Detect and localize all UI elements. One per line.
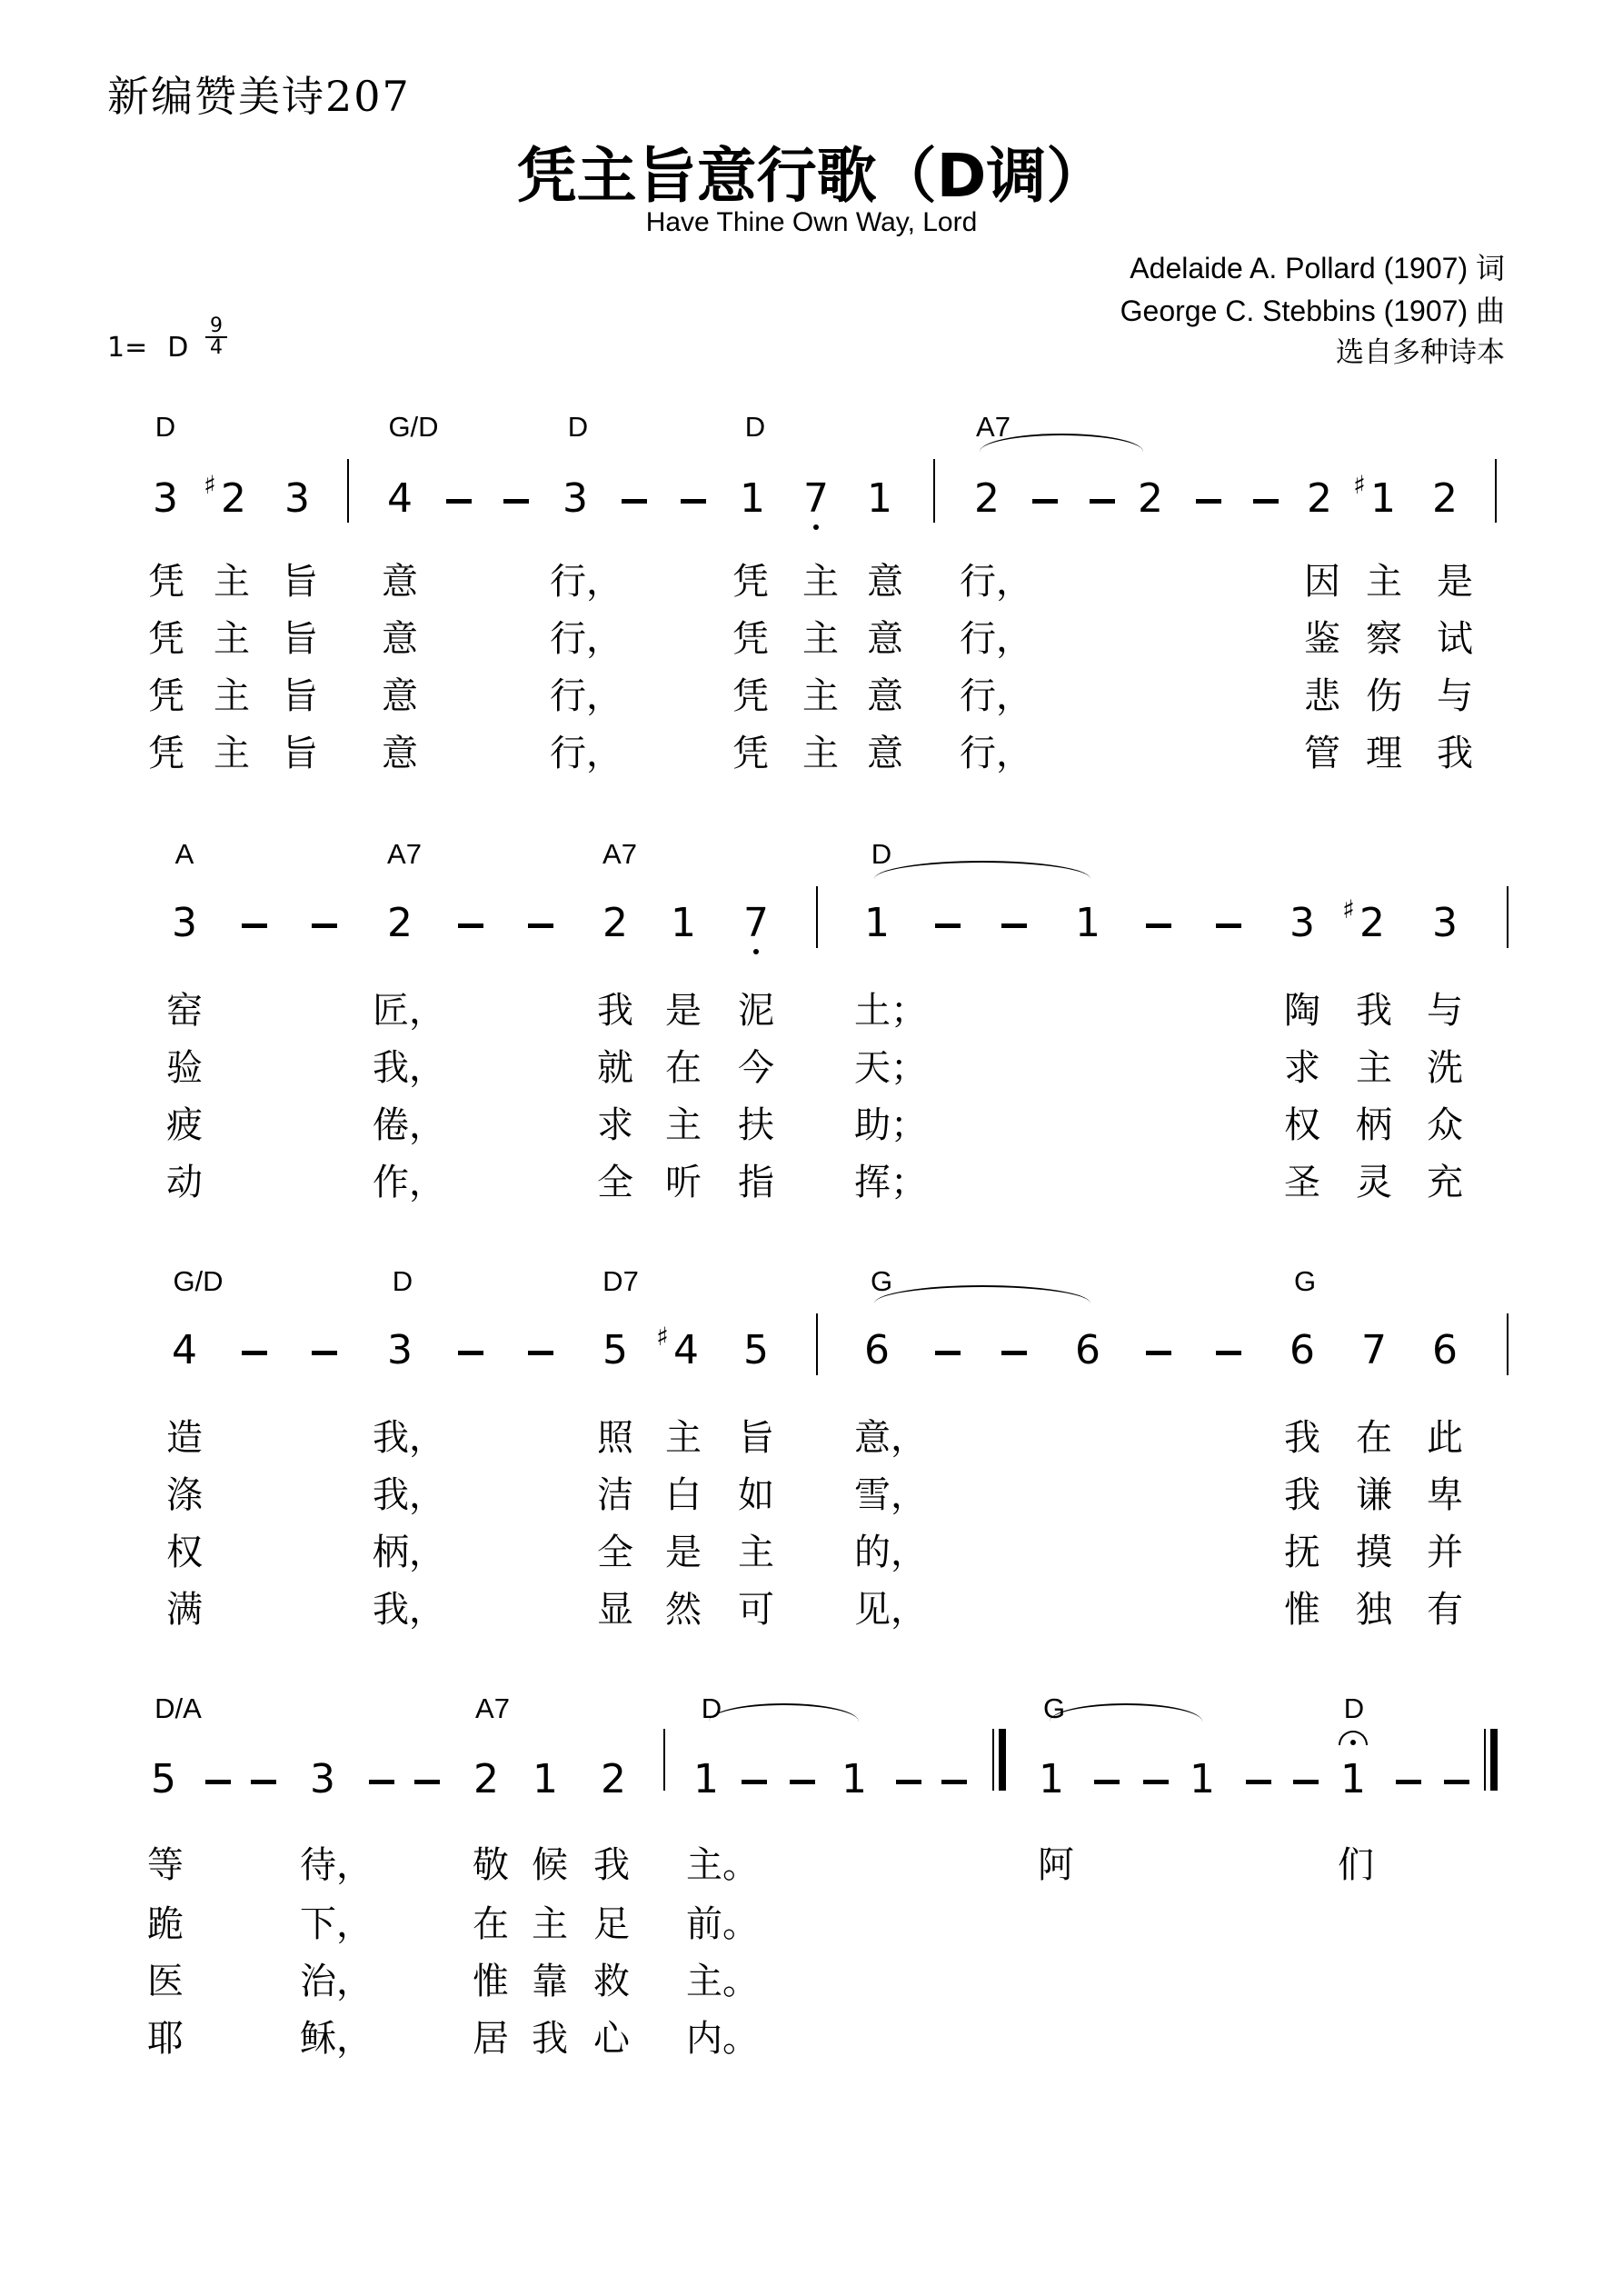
tie-slur	[874, 861, 1090, 879]
lyric-syllable: 主	[214, 733, 250, 774]
duration-dash	[622, 499, 647, 504]
lyric-syllable: 行，	[550, 733, 622, 774]
lyric-syllable: 全	[597, 1162, 633, 1203]
chord-label: G/D	[173, 1265, 224, 1297]
lyric-syllable: 凭	[148, 675, 184, 717]
note-digit: 3	[1289, 900, 1315, 946]
lyric-syllable: 权	[1284, 1104, 1320, 1146]
lyric-syllable: 行，	[550, 675, 622, 717]
lyric-syllable: 心	[593, 2018, 630, 2060]
note-digit: 1	[1039, 1756, 1064, 1802]
note-digit: 3	[172, 900, 197, 946]
lyric-syllable: 意	[867, 618, 903, 660]
chord-label: D	[567, 411, 589, 443]
lyric-syllable: 意	[382, 675, 418, 717]
lyric-syllable: 行，	[960, 733, 1032, 774]
lyric-syllable: 凭	[148, 618, 184, 660]
note-digit: 2	[473, 1756, 499, 1802]
lyric-syllable: 凭	[732, 733, 769, 774]
lyric-syllable: 意	[382, 618, 418, 660]
note-digit: 5	[602, 1327, 628, 1373]
note-digit: 4	[172, 1327, 197, 1373]
lyric-syllable: 凭	[732, 561, 769, 603]
lyric-syllable: 主	[802, 618, 839, 660]
source-credit: 选自多种诗本	[1336, 336, 1505, 369]
duration-dash	[503, 499, 529, 504]
lyric-syllable: 主	[532, 1903, 568, 1945]
note-digit: 2	[974, 475, 1000, 522]
duration-dash	[312, 923, 337, 928]
lyric-syllable: 我，	[373, 1589, 445, 1631]
duration-dash	[528, 1351, 553, 1355]
lyric-syllable: 悲	[1304, 675, 1340, 717]
sharp-icon: ♯	[204, 470, 216, 500]
note-digit: 3	[284, 475, 310, 522]
lyric-syllable: 敬	[473, 1844, 509, 1886]
lyric-syllable: 窑	[166, 990, 203, 1032]
lyric-syllable: 前。	[686, 1903, 759, 1945]
chord-label: G	[1293, 1265, 1317, 1297]
lyric-syllable: 疲	[166, 1104, 203, 1146]
lyric-syllable: 我	[1284, 1417, 1320, 1459]
note-digit: 1	[864, 900, 890, 946]
duration-dash	[941, 1780, 967, 1784]
note-digit: 1	[671, 900, 696, 946]
chord-label: A7	[976, 411, 1011, 443]
lyric-syllable: 候	[532, 1844, 568, 1886]
note-digit: 2	[1307, 475, 1332, 522]
note-digit: 1	[1370, 475, 1396, 522]
note-digit: 3	[563, 475, 588, 522]
duration-dash	[528, 923, 553, 928]
lyric-syllable: 理	[1366, 733, 1402, 774]
lyricist-credit: Adelaide A. Pollard (1907) 词	[1130, 252, 1505, 285]
duration-dash	[1146, 923, 1171, 928]
duration-dash	[1253, 499, 1279, 504]
lyric-syllable: 抚	[1284, 1532, 1320, 1573]
chord-label: D/A	[154, 1692, 202, 1724]
english-subtitle: Have Thine Own Way, Lord	[645, 207, 978, 237]
lyric-syllable: 治，	[300, 1961, 373, 2002]
lyric-syllable: 我	[1356, 990, 1392, 1032]
sharp-icon: ♯	[656, 1322, 669, 1352]
lyric-syllable: 主	[214, 561, 250, 603]
note-digit: 4	[387, 475, 413, 522]
note-digit: 7	[743, 900, 769, 946]
note-digit: 2	[602, 900, 628, 946]
lyric-syllable: 在	[473, 1903, 509, 1945]
lyric-syllable: 凭	[148, 733, 184, 774]
lyric-syllable: 主	[665, 1417, 702, 1459]
duration-dash	[1293, 1780, 1319, 1784]
double-barline-thick	[999, 1729, 1006, 1791]
lyric-syllable: 意	[382, 733, 418, 774]
lyric-syllable: 天；	[854, 1047, 927, 1089]
fermata-dot	[1350, 1740, 1356, 1745]
duration-dash	[414, 1780, 440, 1784]
lyric-syllable: 动	[166, 1162, 203, 1203]
duration-dash	[1246, 1780, 1271, 1784]
lyric-syllable: 足	[593, 1903, 630, 1945]
lyric-syllable: 主	[802, 733, 839, 774]
duration-dash	[1444, 1780, 1469, 1784]
duration-dash	[458, 1351, 483, 1355]
lyric-syllable: 就	[597, 1047, 633, 1089]
chord-label: D	[701, 1692, 722, 1724]
note-digit: 3	[310, 1756, 335, 1802]
time-signature-top: 9	[205, 316, 227, 338]
lyric-syllable: 管	[1304, 733, 1340, 774]
lyric-syllable: 并	[1427, 1532, 1463, 1573]
lyric-syllable: 内。	[686, 2018, 759, 2060]
lyric-syllable: 旨	[282, 561, 318, 603]
tie-slur	[874, 1285, 1090, 1303]
lyric-syllable: 意	[867, 675, 903, 717]
duration-dash	[446, 499, 472, 504]
lyric-syllable: 主。	[686, 1961, 759, 2002]
note-digit: 7	[803, 475, 829, 522]
lyric-syllable: 旨	[282, 675, 318, 717]
duration-dash	[1196, 499, 1221, 504]
lyric-syllable: 然	[665, 1589, 702, 1631]
note-digit: 1	[1190, 1756, 1215, 1802]
chord-label: G/D	[388, 411, 439, 443]
double-barline-thick	[1490, 1729, 1498, 1791]
lyric-syllable: 旨	[738, 1417, 774, 1459]
lyric-syllable: 此	[1427, 1417, 1463, 1459]
lyric-syllable: 主。	[686, 1844, 759, 1886]
duration-dash	[1001, 1351, 1027, 1355]
note-digit: 2	[1138, 475, 1163, 522]
note-digit: 1	[740, 475, 765, 522]
lyric-syllable: 在	[665, 1047, 702, 1089]
lyric-syllable: 旨	[282, 733, 318, 774]
note-digit: 2	[601, 1756, 626, 1802]
chord-label: D	[744, 411, 766, 443]
duration-dash	[1032, 499, 1058, 504]
lyric-syllable: 意	[382, 561, 418, 603]
note-digit: 6	[1289, 1327, 1315, 1373]
lyric-syllable: 充	[1427, 1162, 1463, 1203]
hymnal-number: 新编赞美诗207	[107, 72, 411, 121]
lyric-syllable: 主	[1356, 1047, 1392, 1089]
lyric-syllable: 意	[867, 561, 903, 603]
duration-dash	[1216, 923, 1241, 928]
lower-octave-dot	[753, 949, 759, 954]
note-digit: 3	[387, 1327, 413, 1373]
lyric-syllable: 们	[1338, 1844, 1374, 1886]
lyric-syllable: 行，	[960, 618, 1032, 660]
barline	[816, 886, 818, 948]
lyric-syllable: 有	[1427, 1589, 1463, 1631]
chord-label: D	[1343, 1692, 1365, 1724]
note-digit: 2	[387, 900, 413, 946]
note-digit: 1	[867, 475, 892, 522]
lyric-syllable: 我	[1284, 1474, 1320, 1516]
barline	[1507, 886, 1508, 948]
duration-dash	[935, 1351, 961, 1355]
chord-label: D7	[602, 1265, 639, 1297]
lyric-syllable: 谦	[1356, 1474, 1392, 1516]
barline	[347, 459, 349, 523]
lyric-syllable: 求	[1284, 1047, 1320, 1089]
barline	[816, 1313, 818, 1375]
lyric-syllable: 洁	[597, 1474, 633, 1516]
lyric-syllable: 灵	[1356, 1162, 1392, 1203]
note-digit: 6	[864, 1327, 890, 1373]
chord-label: D	[154, 411, 176, 443]
duration-dash	[681, 499, 706, 504]
lyric-syllable: 满	[166, 1589, 203, 1631]
composer-credit: George C. Stebbins (1907) 曲	[1120, 294, 1505, 327]
lyric-syllable: 权	[166, 1532, 203, 1573]
lyric-syllable: 主	[665, 1104, 702, 1146]
lyric-syllable: 挥；	[854, 1162, 927, 1203]
duration-dash	[896, 1780, 921, 1784]
lyric-syllable: 行，	[960, 561, 1032, 603]
duration-dash	[790, 1780, 815, 1784]
lyric-syllable: 的，	[854, 1532, 927, 1573]
duration-dash	[242, 923, 267, 928]
chord-label: A	[174, 838, 194, 870]
lyric-syllable: 跪	[147, 1903, 184, 1945]
lyric-syllable: 行，	[960, 675, 1032, 717]
lyric-syllable: 倦，	[373, 1104, 445, 1146]
lyric-syllable: 救	[593, 1961, 630, 2002]
lyric-syllable: 圣	[1284, 1162, 1320, 1203]
lyric-syllable: 照	[597, 1417, 633, 1459]
chord-label: G	[870, 1265, 893, 1297]
lyric-syllable: 主	[214, 618, 250, 660]
lyric-syllable: 验	[166, 1047, 203, 1089]
note-digit: 3	[153, 475, 178, 522]
tie-slur	[1050, 1703, 1202, 1722]
lyric-syllable: 意	[867, 733, 903, 774]
note-digit: 6	[1432, 1327, 1458, 1373]
barline	[933, 459, 935, 523]
lyric-syllable: 下，	[300, 1903, 373, 1945]
lyric-syllable: 是	[665, 990, 702, 1032]
duration-dash	[1216, 1351, 1241, 1355]
lyric-syllable: 雪，	[854, 1474, 927, 1516]
lyric-syllable: 靠	[532, 1961, 568, 2002]
lyric-syllable: 主	[802, 675, 839, 717]
lyric-syllable: 显	[597, 1589, 633, 1631]
lyric-syllable: 主	[1366, 561, 1402, 603]
note-digit: 7	[1361, 1327, 1387, 1373]
lyric-syllable: 土；	[854, 990, 927, 1032]
note-digit: 5	[743, 1327, 769, 1373]
lyric-syllable: 凭	[732, 618, 769, 660]
duration-dash	[742, 1780, 767, 1784]
duration-dash	[205, 1780, 231, 1784]
lyric-syllable: 主	[802, 561, 839, 603]
lyric-syllable: 我，	[373, 1047, 445, 1089]
lower-octave-dot	[813, 524, 819, 530]
lyric-syllable: 我，	[373, 1474, 445, 1516]
lyric-syllable: 在	[1356, 1417, 1392, 1459]
lyric-syllable: 求	[597, 1104, 633, 1146]
lyric-syllable: 涤	[166, 1474, 203, 1516]
lyric-syllable: 伤	[1366, 675, 1402, 717]
duration-dash	[1094, 1780, 1120, 1784]
duration-dash	[242, 1351, 267, 1355]
key-prefix: 1=	[107, 332, 148, 364]
lyric-syllable: 陶	[1284, 990, 1320, 1032]
lyric-syllable: 察	[1366, 618, 1402, 660]
lyric-syllable: 凭	[148, 561, 184, 603]
duration-dash	[251, 1780, 276, 1784]
note-digit: 1	[841, 1756, 867, 1802]
lyric-syllable: 如	[738, 1474, 774, 1516]
lyric-syllable: 全	[597, 1532, 633, 1573]
lyric-syllable: 惟	[473, 1961, 509, 2002]
note-digit: 5	[151, 1756, 176, 1802]
lyric-syllable: 指	[738, 1162, 774, 1203]
chord-label: D	[392, 1265, 413, 1297]
lyric-syllable: 我，	[373, 1417, 445, 1459]
note-digit: 2	[1432, 475, 1458, 522]
lyric-syllable: 与	[1427, 990, 1463, 1032]
chord-label: G	[1042, 1692, 1066, 1724]
chord-label: A7	[475, 1692, 510, 1724]
barline	[663, 1729, 665, 1791]
duration-dash	[312, 1351, 337, 1355]
lyric-syllable: 作，	[373, 1162, 445, 1203]
page-title: 凭主旨意行歌（D调）	[516, 141, 1107, 211]
lyric-syllable: 我	[597, 990, 633, 1032]
lyric-syllable: 鉴	[1304, 618, 1340, 660]
note-digit: 1	[1340, 1756, 1366, 1802]
duration-dash	[1090, 499, 1115, 504]
duration-dash	[1146, 1351, 1171, 1355]
lyric-syllable: 造	[166, 1417, 203, 1459]
lyric-syllable: 见，	[854, 1589, 927, 1631]
note-digit: 1	[693, 1756, 719, 1802]
key-note: D	[167, 332, 189, 364]
lyric-syllable: 医	[147, 1961, 184, 2002]
barline	[1495, 459, 1497, 523]
lyric-syllable: 摸	[1356, 1532, 1392, 1573]
sharp-icon: ♯	[1342, 894, 1355, 924]
lyric-syllable: 独	[1356, 1589, 1392, 1631]
barline	[1507, 1313, 1508, 1375]
lyric-syllable: 意，	[854, 1417, 927, 1459]
lyric-syllable: 居	[473, 2018, 509, 2060]
note-digit: 1	[1075, 900, 1100, 946]
lyric-syllable: 阿	[1038, 1844, 1074, 1886]
lyric-syllable: 众	[1427, 1104, 1463, 1146]
note-digit: 2	[221, 475, 246, 522]
lyric-syllable: 主	[738, 1532, 774, 1573]
duration-dash	[369, 1780, 394, 1784]
chord-label: A7	[602, 838, 637, 870]
note-digit: 2	[1359, 900, 1385, 946]
duration-dash	[1143, 1780, 1169, 1784]
chord-label: D	[871, 838, 892, 870]
lyric-syllable: 柄	[1356, 1104, 1392, 1146]
key-signature	[107, 332, 188, 364]
tie-slur	[709, 1703, 859, 1722]
note-digit: 6	[1075, 1327, 1100, 1373]
lyric-syllable: 因	[1304, 561, 1340, 603]
lyric-syllable: 惟	[1284, 1589, 1320, 1631]
duration-dash	[1001, 923, 1027, 928]
lyric-syllable: 今	[738, 1047, 774, 1089]
lyric-syllable: 待，	[300, 1844, 373, 1886]
note-digit: 4	[673, 1327, 699, 1373]
duration-dash	[1396, 1780, 1421, 1784]
lyric-syllable: 主	[214, 675, 250, 717]
lyric-syllable: 等	[147, 1844, 184, 1886]
lyric-syllable: 与	[1437, 675, 1473, 717]
lyric-syllable: 听	[665, 1162, 702, 1203]
lyric-syllable: 匠，	[373, 990, 445, 1032]
lyric-syllable: 可	[738, 1589, 774, 1631]
duration-dash	[935, 923, 961, 928]
lyric-syllable: 白	[665, 1474, 702, 1516]
lyric-syllable: 试	[1437, 618, 1473, 660]
note-digit: 3	[1432, 900, 1458, 946]
lyric-syllable: 是	[1437, 561, 1473, 603]
lyric-syllable: 行，	[550, 561, 622, 603]
duration-dash	[458, 923, 483, 928]
sharp-icon: ♯	[1353, 470, 1366, 500]
lyric-syllable: 是	[665, 1532, 702, 1573]
lyric-syllable: 柄，	[373, 1532, 445, 1573]
note-digit: 1	[533, 1756, 558, 1802]
lyric-syllable: 稣，	[300, 2018, 373, 2060]
lyric-syllable: 扶	[738, 1104, 774, 1146]
lyric-syllable: 我	[593, 1844, 630, 1886]
lyric-syllable: 卑	[1427, 1474, 1463, 1516]
chord-label: A7	[387, 838, 422, 870]
lyric-syllable: 助；	[854, 1104, 927, 1146]
time-signature-bottom: 4	[210, 336, 223, 359]
lyric-syllable: 凭	[732, 675, 769, 717]
time-signature	[205, 316, 227, 358]
lyric-syllable: 行，	[550, 618, 622, 660]
lyric-syllable: 旨	[282, 618, 318, 660]
double-barline-thin	[1484, 1729, 1486, 1791]
double-barline-thin	[992, 1729, 994, 1791]
lyric-syllable: 洗	[1427, 1047, 1463, 1089]
lyric-syllable: 我	[532, 2018, 568, 2060]
lyric-syllable: 我	[1437, 733, 1473, 774]
lyric-syllable: 泥	[738, 990, 774, 1032]
lyric-syllable: 耶	[147, 2018, 184, 2060]
